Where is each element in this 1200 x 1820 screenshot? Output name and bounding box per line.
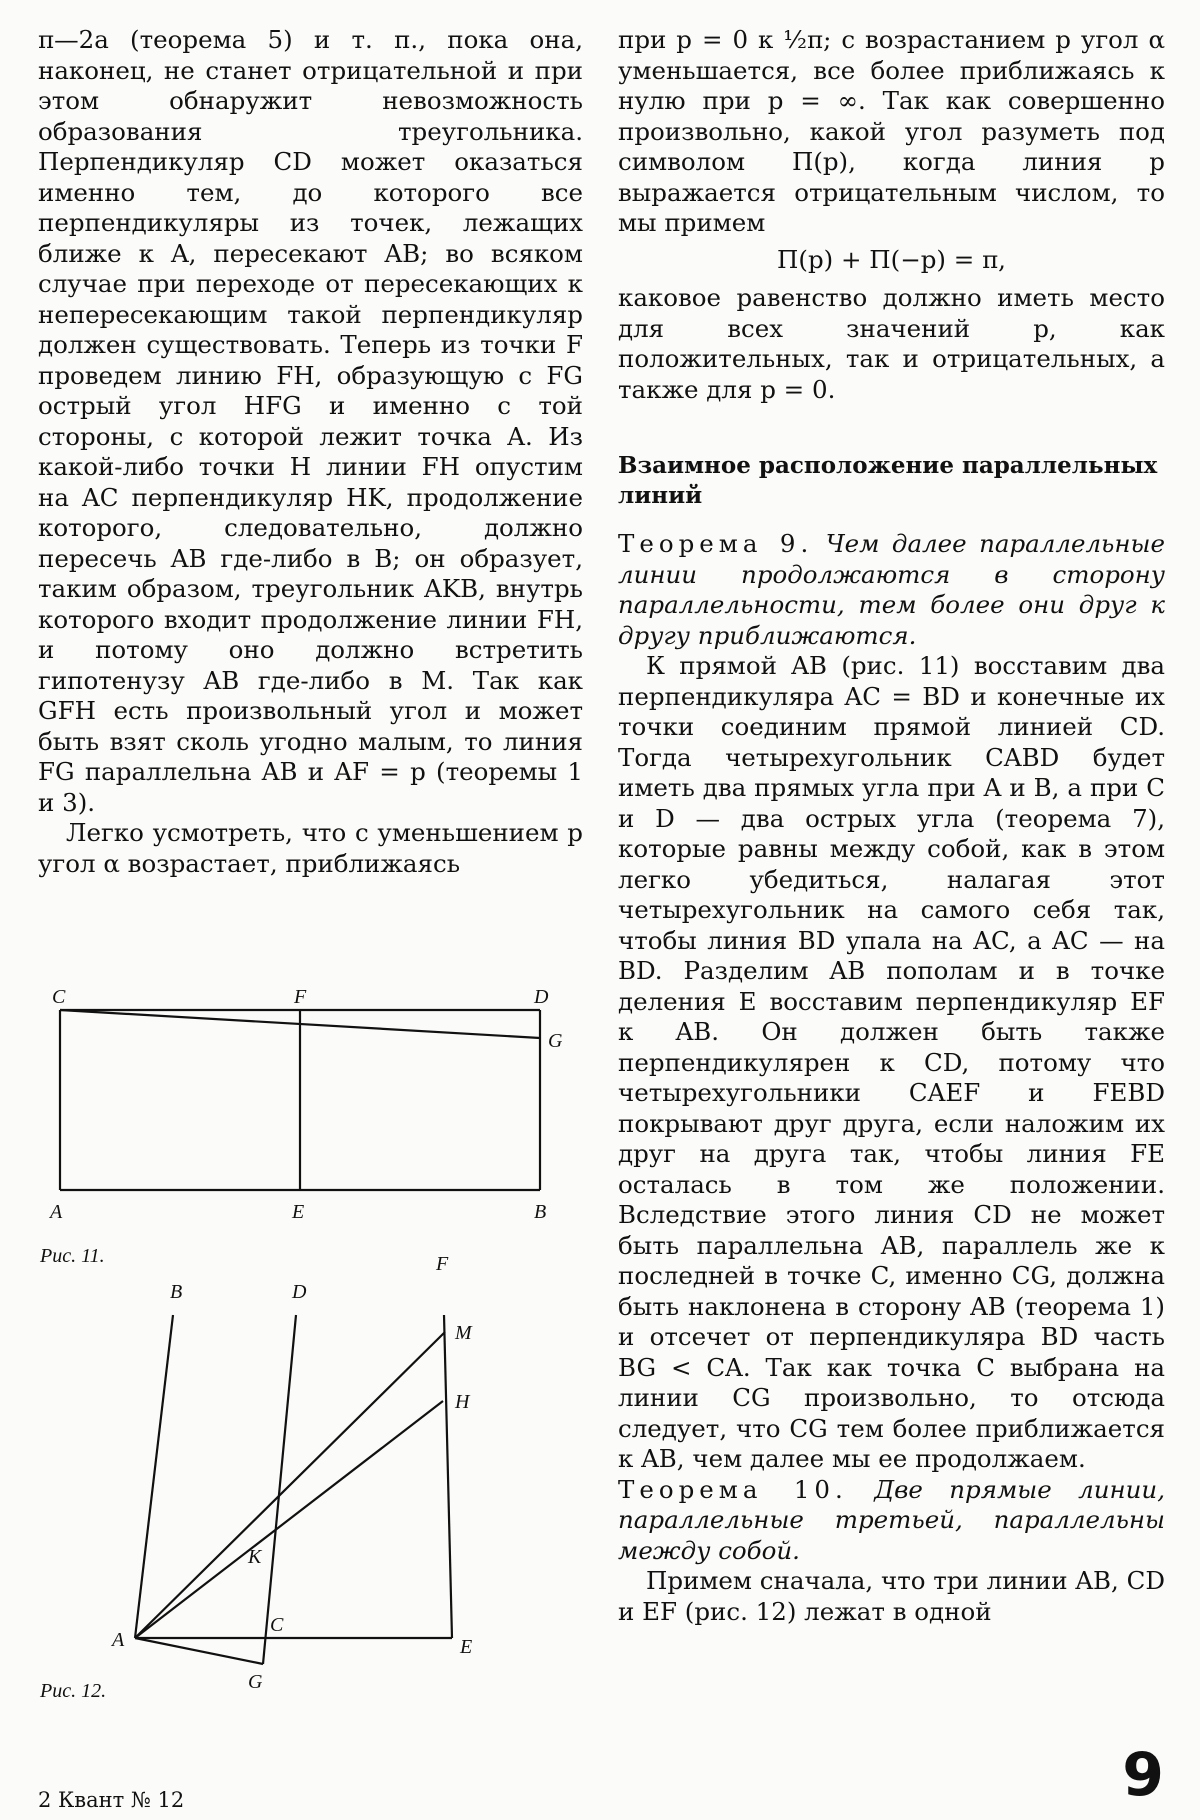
theorem-9-statement: Чем далее параллельные линии продолжаются в сторону параллельности, тем более они друг к другу приближаются. (618, 529, 1165, 650)
label-D: D (534, 990, 549, 1008)
label-E: E (292, 1201, 305, 1223)
left-paragraph-1: π—2a (теорема 5) и т. п., пока она, наконец, не станет отрицательной и при этом обнаружит невозможность образования треугольника. Перпендикуляр CD может оказаться именно тем, до которого все перпендикуляры из точек, лежащих ближе к A, пересекают AB; во всяком случае при переходе от пересекающих к непересекающим такой перпендикуляр должен существовать. Теперь из точки F проведем линию FH, образующую с FG острый угол HFG и именно с той стороны, с которой лежит точка A. Из какой-либо точки H линии FH опустим на AC перпендикуляр HK, продолжение которого, следовательно, должно пересечь AB где-либо в B; он образует, таким образом, треугольник AKB, внутрь которого входит продолжение линии FH, и потому оно должно встретить гипотенузу AB где-либо в M. Так как GFH есть произвольный угол и может быть взят сколь угодно малым, то линия FG параллельна AB и AF = p (теоремы 1 и 3). (38, 25, 583, 817)
theorem-10 (618, 1475, 1165, 1567)
theorem-9 (618, 529, 1165, 651)
label-B: B (170, 1281, 183, 1303)
line-DG (263, 1315, 296, 1664)
label-B: B (534, 1201, 547, 1223)
label-E: E (460, 1636, 473, 1658)
line-FE (444, 1315, 452, 1638)
theorem-10-label: Теорема 10. (618, 1474, 848, 1504)
section-heading: Взаимное расположение параллельных линий (618, 452, 1158, 509)
label-F: F (436, 1255, 449, 1275)
figure-12 (80, 1255, 540, 1699)
right-paragraph-3: К прямой AB (рис. 11) восставим два перпендикуляра AC = BD и конечные их точки соединим прямой линией CD. Тогда четырехугольник CABD будет иметь два прямых угла при A и B, а при C и D — два острых угла (теорема 7), которые равны между собой, как в этом легко убедиться, налагая этот четырехугольник на самого себя так, чтобы линия BD упала на AC, а AC — на BD. Разделим AB пополам и в точке деления E восставим перпендикуляр EF к AB. Он должен быть также перпендикулярен к CD, потому что четырехугольники CAEF и FEBD покрывают друг друга, если наложим их друг на друга так, чтобы линия FE осталась в том же положении. Вследствие этого линия CD не может быть параллельна AB, параллель же к последней в точке C, именно CG, должна быть наклонена в сторону AB (теорема 1) и отсечет от перпендикуляра BD часть BG < CA. Так как точка C выбрана на линии CG произвольно, то отсюда следует, что CG тем более приближается к AB, чем далее мы ее продолжаем. (618, 651, 1165, 1473)
label-D: D (292, 1281, 307, 1303)
line-AH (135, 1401, 443, 1638)
label-C: C (270, 1614, 284, 1636)
label-H: H (455, 1391, 470, 1413)
label-M: M (455, 1322, 472, 1344)
right-paragraph-4: Примем сначала, что три линии AB, CD и EF (рис. 12) лежат в одной (618, 1566, 1165, 1626)
label-G: G (548, 1030, 563, 1052)
label-G: G (248, 1671, 263, 1693)
right-paragraph-1: при p = 0 к ½π; с возрастанием p угол α уменьшается, все более приближаясь к нулю при p = ∞. Так как совершенно произвольно, какой угол разуметь под символом Π(p), когда линия p выражается отрицательным числом, то мы примем (618, 25, 1165, 237)
figure-11-caption: Рис. 11. (40, 1245, 105, 1267)
page-number: 9 (1122, 1740, 1164, 1810)
page-footer: 2 Квант № 12 (38, 1788, 185, 1812)
right-column (618, 25, 1165, 1627)
left-column (38, 25, 583, 879)
theorem-9-label: Теорема 9. (618, 529, 814, 558)
label-A: A (50, 1201, 63, 1223)
left-paragraph-2: Легко усмотреть, что с уменьшением p угол α возрастает, приближаясь (38, 818, 583, 878)
label-A: A (112, 1629, 125, 1651)
figure-11 (40, 990, 580, 1234)
theorem-10-statement: Две прямые линии, параллельные третьей, параллельны между собой. (618, 1474, 1165, 1565)
figure-12-caption: Рис. 12. (40, 1680, 107, 1702)
figure-12-drawing (80, 1255, 540, 1695)
line-AG (135, 1638, 263, 1664)
right-paragraph-2: каковое равенство должно иметь место для всех значений p, как положительных, так и отрицательных, а также для p = 0. (618, 283, 1165, 404)
label-K: K (248, 1546, 262, 1568)
label-C: C (52, 990, 66, 1008)
formula: Π(p) + Π(−p) = π, (777, 244, 1006, 274)
line-AB (135, 1315, 173, 1638)
label-F: F (294, 990, 307, 1008)
figure-11-drawing (40, 990, 580, 1230)
